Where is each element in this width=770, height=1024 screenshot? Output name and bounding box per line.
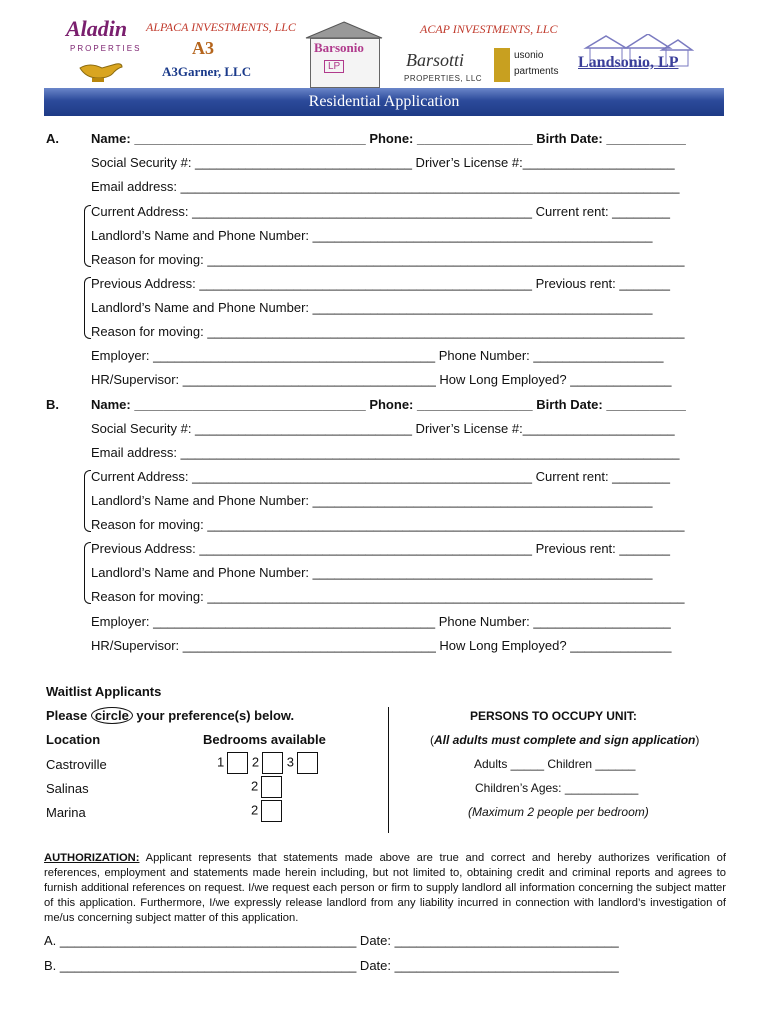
marina-bedroom-2-checkbox[interactable] (261, 800, 282, 822)
section-b-previous-address-line[interactable]: Previous Address: ______________________________________________ Previous rent: _______ (91, 541, 671, 556)
castroville-bedroom-2-checkbox[interactable] (262, 752, 283, 774)
marina-bedroom-2-label: 2 (251, 802, 259, 818)
persons-adults-line[interactable]: Adults _____ Children ______ (474, 757, 636, 771)
authorization-text: Applicant represents that statements made above are true and correct and hereby authorizes verification of references, employment and statements made herein including, but not limited to, obtaining credit and criminal reports and agrees to furnish additional references on request. I/we request each person or firm to supply landlord all information concerning the subject matter of this application. Furthermore, I/we expressly release landlord from any liability incurred in connection with landlord’s investigation of me/us concerning subject matter of this application. (44, 852, 726, 924)
location-marina: Marina (46, 805, 86, 820)
waitlist-instruction-pre: Please (46, 708, 91, 723)
section-a-current-bracket (84, 205, 91, 267)
section-b-current-address-line[interactable]: Current Address: _______________________________________________ Current rent: ________ (91, 469, 671, 484)
persons-title: PERSONS TO OCCUPY UNIT: (470, 709, 637, 723)
castroville-bedroom-2-label: 2 (251, 754, 260, 770)
aladin-logo-text: Aladin (66, 16, 128, 41)
signature-line-a[interactable]: A. _________________________________________ Date: _______________________________ (44, 933, 619, 948)
section-b-email-line[interactable]: Email address: _____________________________________________________________________ (91, 445, 680, 460)
alpaca-logo: ALPACA INVESTMENTS, LLC (146, 20, 296, 34)
bedrooms-header: Bedrooms available (203, 732, 326, 747)
waitlist-instruction-post: your preference(s) below. (132, 708, 295, 723)
waitlist-title: Waitlist Applicants (46, 684, 162, 699)
section-b-marker: B. (46, 397, 59, 412)
aladin-logo-subtext: PROPERTIES (70, 44, 142, 53)
landsonio-logo-text: Landsonio, LP (578, 54, 679, 71)
section-a-hr-line[interactable]: HR/Supervisor: ___________________________________ How Long Employed? ______________ (91, 372, 672, 387)
castroville-bedrooms (217, 752, 318, 774)
castroville-bedroom-3-label: 3 (286, 754, 294, 770)
section-a-current-address-line[interactable]: Current Address: _______________________________________________ Current rent: ________ (91, 204, 671, 219)
section-b-previous-reason-line[interactable]: Reason for moving: __________________________________________________________________ (91, 589, 685, 604)
barsonio-logo-subtext: LP (324, 60, 344, 73)
section-a-marker: A. (46, 131, 59, 146)
section-a-current-landlord-line[interactable]: Landlord’s Name and Phone Number: _______________________________________________ (91, 228, 653, 243)
section-b-employer-line[interactable]: Employer: _______________________________________ Phone Number: ___________________ (91, 614, 671, 629)
section-b-previous-landlord-line[interactable]: Landlord’s Name and Phone Number: _______________________________________________ (91, 565, 653, 580)
section-a-previous-reason-line[interactable]: Reason for moving: __________________________________________________________________ (91, 324, 685, 339)
ausonio-a-mark (494, 48, 510, 82)
ausonio-logo-text: usonio (514, 50, 544, 61)
aladin-logo (54, 16, 146, 86)
section-b-ssn-line[interactable]: Social Security #: ______________________________ Driver’s License #:_____________________ (91, 421, 675, 436)
section-a-name-field[interactable]: Name: ________________________________ Phone: ________________ Birth Date: ___________ (91, 131, 686, 146)
ausonio-logo-subtext: partments (514, 66, 559, 77)
section-b-name-line (91, 397, 686, 412)
authorization-paragraph (44, 851, 726, 926)
location-castroville: Castroville (46, 757, 107, 772)
a3garner-mark (192, 38, 220, 64)
barsonio-logo (304, 20, 384, 88)
a3garner-logo: A3Garner, LLC (162, 64, 252, 79)
landsonio-logo (576, 34, 694, 84)
section-a-previous-bracket (84, 277, 91, 339)
barsonio-logo-text: Barsonio (314, 40, 364, 55)
house-roof-icon (304, 20, 384, 40)
section-a-name-line (91, 131, 686, 146)
section-a-ssn-line[interactable]: Social Security #: ______________________________ Driver’s License #:_____________________ (91, 155, 675, 170)
section-a-email-line[interactable]: Email address: _____________________________________________________________________ (91, 179, 680, 194)
persons-note-text: All adults must complete and sign application (434, 733, 696, 747)
section-b-previous-bracket (84, 542, 91, 604)
lamp-icon (76, 58, 126, 84)
section-b-current-landlord-line[interactable]: Landlord’s Name and Phone Number: _______________________________________________ (91, 493, 653, 508)
logo-header (50, 12, 730, 88)
marina-bedrooms (251, 800, 282, 822)
authorization-label: AUTHORIZATION: (44, 852, 140, 864)
section-a-previous-landlord-line[interactable]: Landlord’s Name and Phone Number: _______________________________________________ (91, 300, 653, 315)
persons-note-open: ( (430, 733, 434, 747)
persons-maximum-note: (Maximum 2 people per bedroom) (468, 805, 649, 819)
salinas-bedroom-2-checkbox[interactable] (261, 776, 282, 798)
waitlist-divider (388, 707, 389, 833)
page-title: Residential Application (44, 88, 724, 116)
a3garner-mark-text: A3 (192, 38, 214, 58)
barsotti-logo-subtext: PROPERTIES, LLC (404, 74, 483, 83)
salinas-bedroom-2-label: 2 (251, 778, 259, 794)
acap-logo: ACAP INVESTMENTS, LLC (420, 22, 558, 36)
salinas-bedrooms (251, 776, 282, 798)
location-header: Location (46, 732, 101, 747)
persons-note-close: ) (695, 733, 700, 747)
waitlist-instruction (46, 708, 294, 723)
section-a-previous-address-line[interactable]: Previous Address: ______________________________________________ Previous rent: _______ (91, 276, 671, 291)
waitlist-instruction-circle: circle (91, 707, 133, 724)
barsotti-logo-text: Barsotti (406, 50, 465, 70)
section-a-employer-line[interactable]: Employer: _______________________________________ Phone Number: __________________ (91, 348, 664, 363)
ausonio-logo (494, 48, 570, 84)
castroville-bedroom-1-checkbox[interactable] (227, 752, 248, 774)
persons-note (430, 733, 699, 747)
persons-children-ages-line[interactable]: Children’s Ages: ___________ (475, 781, 639, 795)
section-b-hr-line[interactable]: HR/Supervisor: ___________________________________ How Long Employed? ______________ (91, 638, 672, 653)
section-b-name-field[interactable]: Name: ________________________________ Phone: ________________ Birth Date: ___________ (91, 397, 686, 412)
castroville-bedroom-3-checkbox[interactable] (297, 752, 318, 774)
section-b-current-bracket (84, 470, 91, 532)
location-salinas: Salinas (46, 781, 89, 796)
section-a-current-reason-line[interactable]: Reason for moving: __________________________________________________________________ (91, 252, 685, 267)
section-b-current-reason-line[interactable]: Reason for moving: __________________________________________________________________ (91, 517, 685, 532)
castroville-bedroom-1-label: 1 (217, 754, 225, 770)
signature-line-b[interactable]: B. _________________________________________ Date: _______________________________ (44, 958, 619, 973)
